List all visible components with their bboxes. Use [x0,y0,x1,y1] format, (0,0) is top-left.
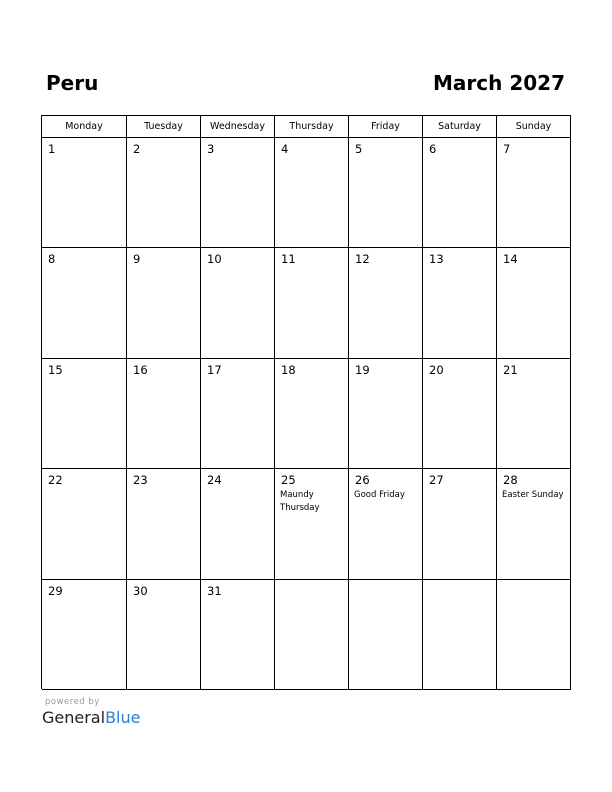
day-cell [497,359,571,469]
day-number: 22 [48,473,63,488]
day-cell [275,580,349,690]
day-cell [349,359,423,469]
day-number: 4 [281,142,289,156]
day-number: 5 [355,142,363,156]
holiday-label: Maundy Thursday [280,490,320,514]
day-cell [275,248,349,358]
day-cell [275,469,349,579]
day-cell [201,138,275,248]
holiday-label: Good Friday [354,490,405,501]
logo-text-blue: Blue [105,708,141,727]
weekday-header-friday: Friday [349,116,423,138]
day-number: 2 [133,142,141,156]
day-number: 27 [429,473,444,488]
day-number: 11 [281,252,296,267]
day-cell [349,248,423,358]
day-cell [423,469,497,579]
day-cell [349,138,423,248]
day-cell [423,359,497,469]
day-cell [201,580,275,690]
day-number: 15 [48,362,63,377]
day-cell [201,359,275,469]
day-cell [127,469,201,579]
day-number: 29 [48,583,63,598]
day-number: 3 [207,142,215,156]
day-cell [201,248,275,358]
day-cell [127,138,201,248]
day-number: 9 [133,252,141,267]
weekday-header-wednesday: Wednesday [201,116,275,138]
day-cell [275,138,349,248]
day-cell [42,248,127,358]
day-cell [423,580,497,690]
country-title: Peru [46,71,99,95]
day-cell [127,248,201,358]
day-cell [275,359,349,469]
weekday-header-tuesday: Tuesday [127,116,201,138]
day-number: 7 [503,142,511,156]
weekday-header-thursday: Thursday [275,116,349,138]
day-cell [201,469,275,579]
day-number: 19 [355,362,370,377]
weekday-header-saturday: Saturday [423,116,497,138]
day-cell [42,138,127,248]
weekday-header-sunday: Sunday [497,116,571,138]
day-number: 8 [48,252,56,267]
day-number: 20 [429,362,444,377]
month-year-title: March 2027 [433,71,565,95]
day-cell [497,469,571,579]
weekday-header-monday: Monday [42,116,127,138]
day-number: 12 [355,252,370,267]
day-number: 1 [48,142,56,156]
day-number: 23 [133,473,148,488]
holiday-label: Easter Sunday [502,490,564,501]
day-number: 26 [355,473,370,488]
generalblue-logo[interactable] [42,708,140,727]
calendar-grid [41,115,571,689]
day-number: 28 [503,473,518,488]
day-number: 21 [503,362,518,377]
powered-by-label: powered by [45,697,100,707]
day-number: 31 [207,583,222,598]
weekday-header-row [42,116,571,138]
day-number: 6 [429,142,437,156]
day-cell [497,138,571,248]
day-number: 17 [207,362,222,377]
day-cell [42,359,127,469]
day-cell [423,138,497,248]
day-number: 25 [281,473,296,488]
day-number: 13 [429,252,444,267]
day-cell [42,580,127,690]
day-cell [349,580,423,690]
day-number: 18 [281,362,296,377]
day-cell [497,248,571,358]
day-cell [349,469,423,579]
day-cell [423,248,497,358]
day-cell [127,359,201,469]
logo-text-general: General [42,708,106,727]
day-number: 24 [207,473,222,488]
day-cell [497,580,571,690]
day-cell [127,580,201,690]
day-number: 10 [207,252,222,267]
day-number: 30 [133,583,148,598]
day-cell [42,469,127,579]
day-number: 14 [503,252,518,267]
day-number: 16 [133,362,148,377]
